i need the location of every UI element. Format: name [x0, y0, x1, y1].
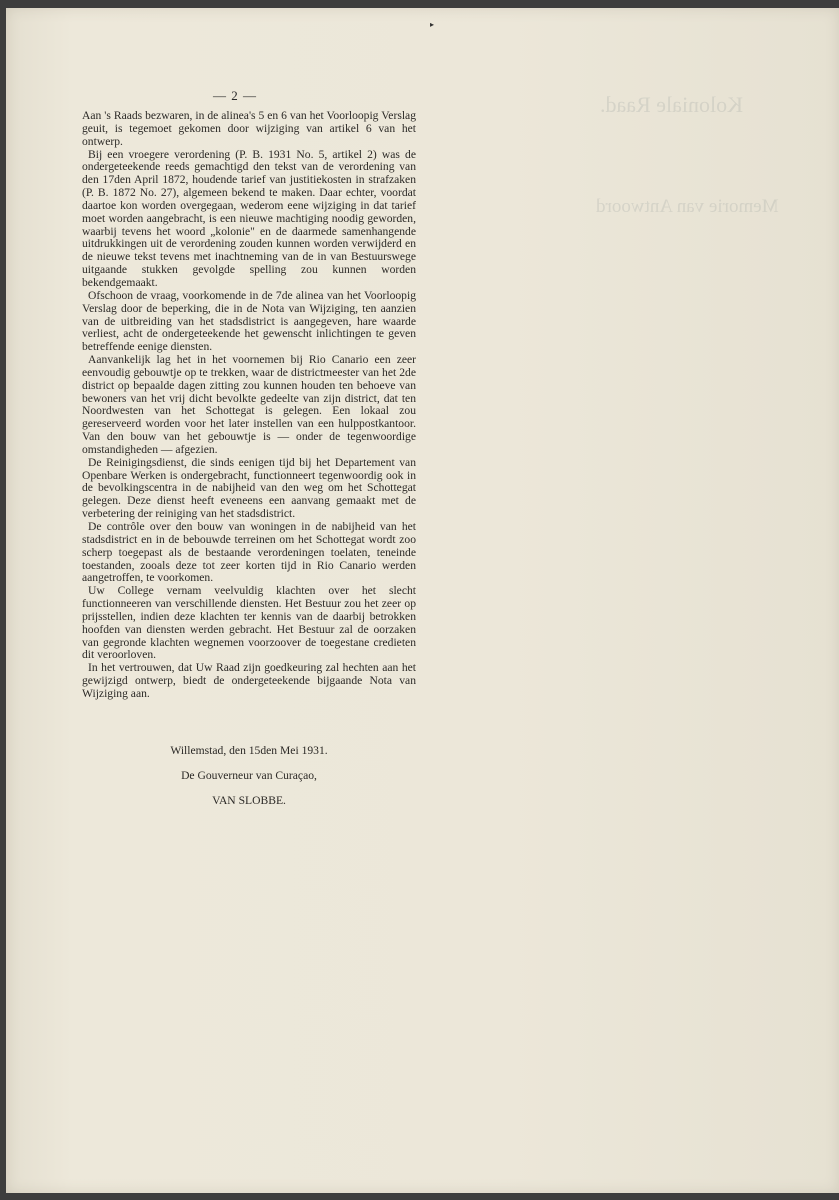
page-number: — 2 — — [213, 88, 257, 103]
paragraph-3: Ofschoon de vraag, voorkomende in de 7de alinea van het Voorloopig Verslag door de beperking, die in de Nota van Wijziging, ten aanzien van de uitbreiding van het stadsdistrict is aangegeven, hare waarde verliest, acht de ondergeteekende het gewenscht inlichtingen te geven betreffende eenige diensten. — [82, 288, 416, 354]
paragraph-2: Bij een vroegere verordening (P. B. 1931 No. 5, artikel 2) was de ondergeteekende reeds gemachtigd den tekst van de verordening van den 17den April 1872, houdende tarief van justitiekosten in strafzaken (P. B. 1872 No. 27), algemeen bekend te maken. Daar echter, voordat daartoe kon worden overgegaan, wederom eene wijziging in dat tarief moet worden aangebracht, is een nieuwe machtiging noodig geworden, waarbij tevens het woord „kolonie" en de daarmede samenhangende uitdrukkingen uit de verordening zouden kunnen worden verwijderd en de nieuwe tekst tevens met inachtneming van de in van Bestuurswege uitgaande stukken gevolgde spelling zou kunnen worden bekendgemaakt. — [82, 147, 416, 289]
paragraph-7: Uw College vernam veelvuldig klachten over het slecht functionneeren van verschillende diensten. Het Bestuur zou het zeer op prijsstellen, indien deze klachten ter kennis van de daarbij betrokken hoofden van diensten werden gebracht. Het Bestuur zal de oorzaken van gegronde klachten wegnemen voorzoover de toegestane credieten dit veroorloven. — [82, 584, 416, 662]
paragraph-6: De contrôle over den bouw van woningen in de nabijheid van het stadsdistrict en in de bebouwde terreinen om het Schottegat wordt zoo scherp toegepast als de bestaande verordeningen toelaten, teneinde toestanden, zooals deze tot zeer korten tijd in Rio Canario werden aangetroffen, te voorkomen. — [82, 520, 416, 585]
signature-name: VAN SLOBBE. — [212, 794, 286, 807]
paragraph-8: In het vertrouwen, dat Uw Raad zijn goedkeuring zal hechten aan het gewijzigd ontwerp, biedt de ondergeteekende bijgaande Nota van Wijziging aan. — [82, 661, 416, 700]
signature-role: De Gouverneur van Curaçao, — [181, 769, 317, 782]
paragraph-5: De Reinigingsdienst, die sinds eenigen tijd bij het Departement van Openbare Werken is ondergebracht, functionneert tegenwoordig ook in de bevolkingscentra in de nabijheid van den weg om het Schottegat gelegen. Deze dienst heeft eveneens een aanvang gemaakt met de verbetering der reiniging van het stadsdistrict. — [82, 455, 416, 521]
paragraph-1: Aan 's Raads bezwaren, in de alinea's 5 en 6 van het Voorloopig Verslag geuit, is tegemoet gekomen door wijziging van artikel 6 van het ontwerp. — [82, 109, 416, 148]
binding-mark: ▸ — [430, 20, 435, 29]
document-body — [82, 110, 416, 701]
bleed-through-heading: Koloniale Raad. — [600, 92, 743, 117]
paragraph-4: Aanvankelijk lag het in het voornemen bij Rio Canario een zeer eenvoudig gebouwtje op te trekken, waar de districtmeester van het 2de district op bepaalde dagen zitting zou kunnen houden ten behoeve van bewoners van het vrij dicht bevolkte gedeelte van zijn district, dat ten Noordwesten van het Schottegat is gelegen. Een lokaal zou gereserveerd worden voor het later instellen van een hulppostkantoor. Van den bouw van het gebouwtje is — onder de tegenwoordige omstandigheden — afgezien. — [82, 353, 416, 456]
signature-place-date: Willemstad, den 15den Mei 1931. — [170, 744, 328, 757]
bleed-through-subheading: Memorie van Antwoord — [596, 196, 779, 217]
